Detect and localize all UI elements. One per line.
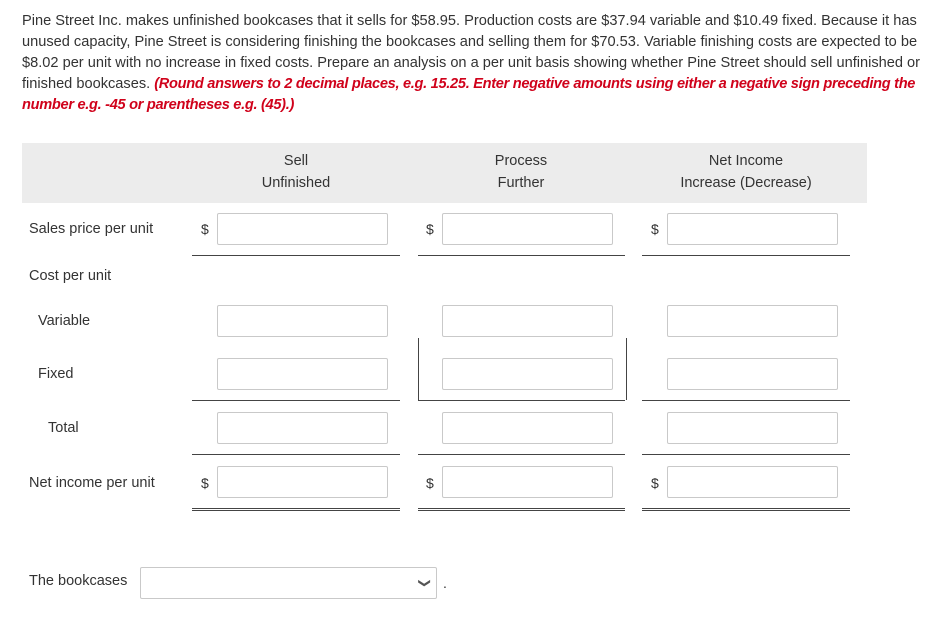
rounding-instructions: (Round answers to 2 decimal places, e.g. 15.25. Enter negative amounts using either a negative sign preceding the number e.g. -45 or parentheses e.g. (45).) bbox=[22, 76, 916, 113]
fixed-process-input[interactable] bbox=[442, 358, 613, 390]
dollar-sign: $ bbox=[201, 475, 209, 491]
sales-price-unfinished-input[interactable] bbox=[217, 213, 388, 245]
net-income-process-input[interactable] bbox=[442, 466, 613, 498]
variable-process-input[interactable] bbox=[442, 305, 613, 337]
column-header-line: Process bbox=[494, 153, 548, 169]
row-rule bbox=[418, 255, 625, 256]
column-divider bbox=[626, 338, 627, 400]
sentence-period: . bbox=[443, 575, 447, 591]
double-rule bbox=[642, 508, 850, 511]
row-rule bbox=[418, 400, 625, 401]
column-header-line: Sell bbox=[283, 153, 309, 169]
column-header-process-further bbox=[441, 150, 601, 194]
double-rule bbox=[192, 508, 400, 511]
row-label-fixed: Fixed bbox=[38, 366, 74, 382]
sales-price-process-input[interactable] bbox=[442, 213, 613, 245]
row-label-total: Total bbox=[48, 420, 79, 436]
row-label-cost-per-unit: Cost per unit bbox=[29, 268, 112, 284]
problem-statement bbox=[22, 11, 932, 116]
fixed-net-input[interactable] bbox=[667, 358, 838, 390]
sales-price-net-input[interactable] bbox=[667, 213, 838, 245]
net-income-net-input[interactable] bbox=[667, 466, 838, 498]
total-net-input[interactable] bbox=[667, 412, 838, 444]
column-header-sell-unfinished bbox=[216, 150, 376, 194]
conclusion-dropdown[interactable] bbox=[140, 567, 437, 599]
dollar-sign: $ bbox=[201, 221, 209, 237]
column-divider bbox=[418, 338, 419, 400]
double-rule bbox=[418, 508, 625, 511]
dollar-sign: $ bbox=[426, 221, 434, 237]
conclusion-label: The bookcases bbox=[29, 573, 128, 589]
total-process-input[interactable] bbox=[442, 412, 613, 444]
column-header-line: Further bbox=[497, 175, 545, 191]
row-label-sales-price: Sales price per unit bbox=[29, 221, 154, 237]
column-header-line: Unfinished bbox=[261, 175, 331, 191]
chevron-down-icon: ❯ bbox=[417, 577, 432, 589]
problem-text: Pine Street Inc. makes unfinished bookcases that it sells for $58.95. Production costs are $37.94 variable and $10.49 fixed. Because it has unused capacity, Pine Street is considering finishing the bookcases and selling them for $70.53. Variable finishing costs are expected to be $8.02 per unit with no increase in fixed costs. Prepare an analysis on a per unit basis showing whether Pine Street should sell unfinished or finished bookcases. bbox=[22, 13, 921, 92]
total-unfinished-input[interactable] bbox=[217, 412, 388, 444]
row-rule bbox=[192, 454, 400, 455]
row-rule bbox=[418, 454, 625, 455]
net-income-unfinished-input[interactable] bbox=[217, 466, 388, 498]
column-header-line: Net Income bbox=[708, 153, 784, 169]
variable-net-input[interactable] bbox=[667, 305, 838, 337]
dollar-sign: $ bbox=[426, 475, 434, 491]
fixed-unfinished-input[interactable] bbox=[217, 358, 388, 390]
row-rule bbox=[192, 255, 400, 256]
column-header-line: Increase (Decrease) bbox=[680, 175, 812, 191]
row-rule bbox=[192, 400, 400, 401]
row-label-net-income: Net income per unit bbox=[29, 475, 155, 491]
variable-unfinished-input[interactable] bbox=[217, 305, 388, 337]
dollar-sign: $ bbox=[651, 221, 659, 237]
row-label-variable: Variable bbox=[38, 313, 91, 329]
row-rule bbox=[642, 454, 850, 455]
row-rule bbox=[642, 400, 850, 401]
dollar-sign: $ bbox=[651, 475, 659, 491]
row-rule bbox=[642, 255, 850, 256]
column-header-net-income bbox=[656, 150, 836, 194]
